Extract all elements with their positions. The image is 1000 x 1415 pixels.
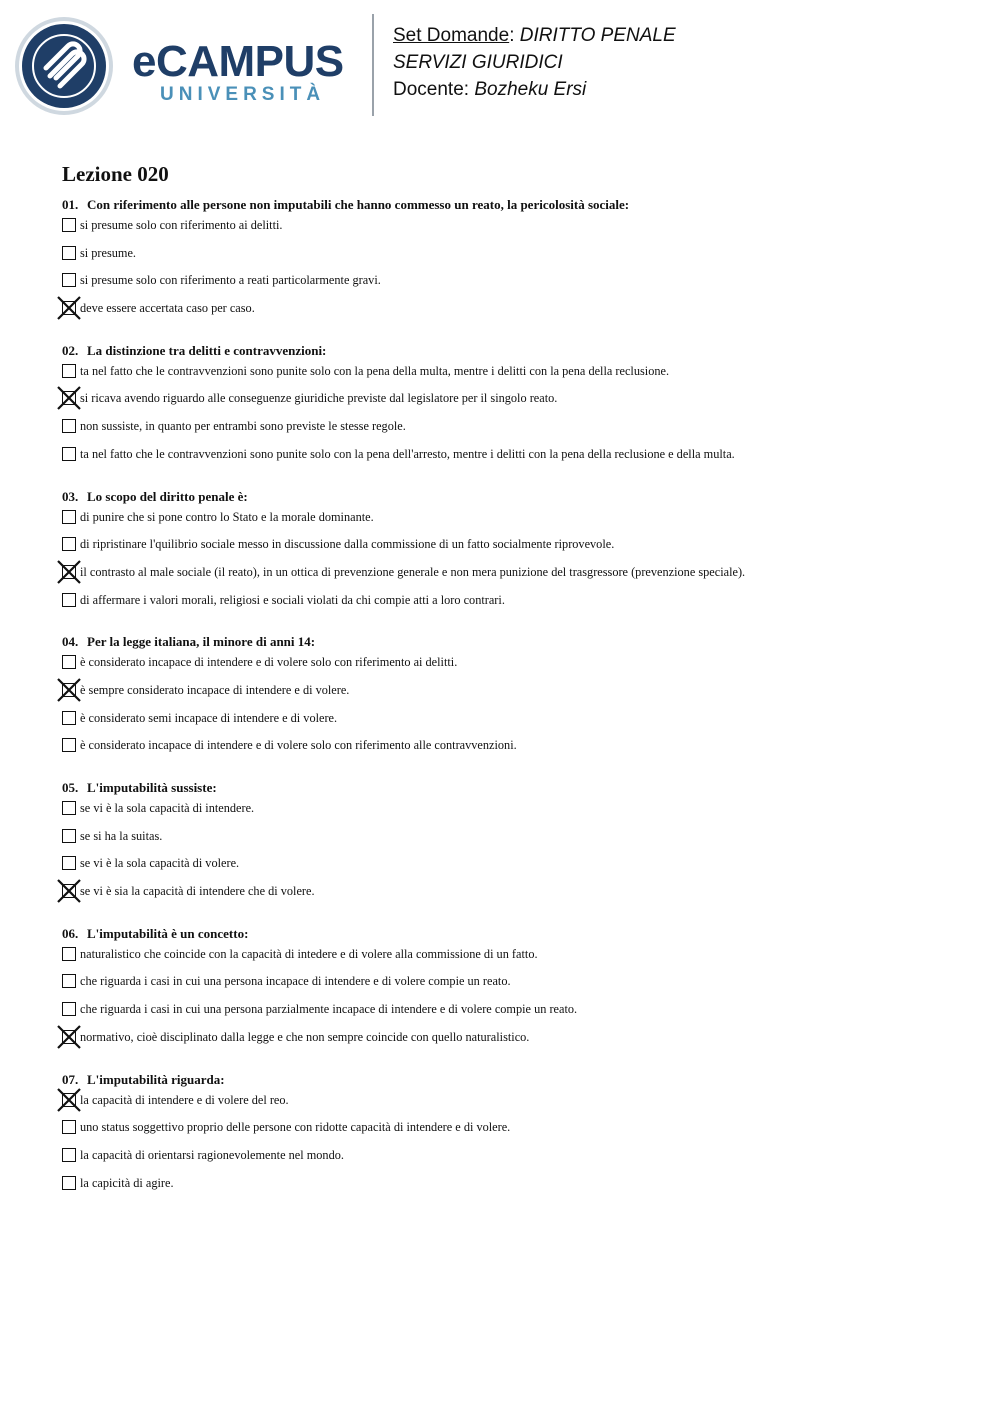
option-text: uno status soggettivo proprio delle persone con ridotte capacità di intendere e di volere. bbox=[80, 1120, 511, 1135]
checkbox[interactable] bbox=[62, 1176, 76, 1190]
question-block bbox=[62, 633, 962, 766]
checkbox[interactable] bbox=[62, 738, 76, 752]
checkbox[interactable] bbox=[62, 856, 76, 870]
checkbox[interactable] bbox=[62, 974, 76, 988]
checkbox[interactable] bbox=[62, 711, 76, 725]
question-number: 03. bbox=[62, 488, 79, 504]
teacher-name: Bozheku Ersi bbox=[474, 79, 587, 100]
header-info bbox=[393, 22, 676, 103]
option-text: si presume solo con riferimento a reati particolarmente gravi. bbox=[80, 273, 381, 288]
question-title bbox=[62, 488, 962, 510]
answer-option[interactable] bbox=[62, 593, 962, 621]
answer-option[interactable] bbox=[62, 801, 962, 829]
question-number: 02. bbox=[62, 342, 79, 358]
checkbox[interactable] bbox=[62, 218, 76, 232]
cross-mark-icon bbox=[56, 1024, 82, 1050]
option-text: non sussiste, in quanto per entrambi sono previste le stesse regole. bbox=[80, 419, 406, 434]
checkbox[interactable] bbox=[62, 273, 76, 287]
checkbox-checked[interactable] bbox=[62, 1030, 76, 1044]
question-title bbox=[62, 1071, 962, 1093]
answer-option[interactable] bbox=[62, 218, 962, 246]
option-text: si presume. bbox=[80, 245, 137, 260]
answer-option[interactable] bbox=[62, 974, 962, 1002]
checkbox[interactable] bbox=[62, 1120, 76, 1134]
option-text: se vi è la sola capacità di intendere. bbox=[80, 801, 255, 815]
option-text: è considerato incapace di intendere e di volere solo con riferimento ai delitti. bbox=[80, 655, 458, 670]
question-text: Lo scopo del diritto penale è: bbox=[87, 488, 248, 504]
answer-option[interactable] bbox=[62, 510, 962, 538]
question-block bbox=[62, 488, 962, 621]
answer-option[interactable] bbox=[62, 1148, 962, 1176]
question-title bbox=[62, 633, 962, 655]
logo-sub-text: UNIVERSITÀ bbox=[160, 84, 326, 105]
question-number: 06. bbox=[62, 925, 79, 941]
question-text: L'imputabilità è un concetto: bbox=[87, 925, 249, 941]
question-text: Con riferimento alle persone non imputabili che hanno commesso un reato, la pericolosità sociale: bbox=[87, 197, 630, 212]
question-block bbox=[62, 925, 962, 1058]
checkbox[interactable] bbox=[62, 1002, 76, 1016]
set-label: Set Domande bbox=[393, 25, 510, 46]
checkbox-checked[interactable] bbox=[62, 683, 76, 697]
question-number: 05. bbox=[62, 780, 79, 795]
answer-option[interactable] bbox=[62, 655, 962, 683]
option-text: si presume solo con riferimento ai delitti. bbox=[80, 218, 283, 232]
option-text: è considerato incapace di intendere e di volere solo con riferimento alle contravvenzioni. bbox=[80, 738, 517, 753]
checkbox-checked[interactable] bbox=[62, 1093, 76, 1107]
option-text: è sempre considerato incapace di intendere e di volere. bbox=[80, 682, 350, 697]
answer-option[interactable] bbox=[62, 738, 962, 766]
answer-option[interactable] bbox=[62, 1093, 962, 1121]
question-text: L'imputabilità sussiste: bbox=[87, 780, 217, 795]
question-text: La distinzione tra delitti e contravvenzioni: bbox=[87, 342, 327, 358]
answer-option[interactable] bbox=[62, 1120, 962, 1148]
option-text: di ripristinare l'quilibrio sociale messo in discussione dalla commissione di un fatto socialmente riprovevole. bbox=[80, 537, 615, 552]
answer-option[interactable] bbox=[62, 565, 962, 593]
answer-option[interactable] bbox=[62, 364, 962, 392]
question-title bbox=[62, 779, 962, 801]
option-text: è considerato semi incapace di intendere e di volere. bbox=[80, 710, 338, 725]
question-number: 07. bbox=[62, 1071, 79, 1087]
checkbox[interactable] bbox=[62, 364, 76, 378]
teacher-line bbox=[393, 76, 676, 103]
logo-main-text: eCAMPUS bbox=[132, 37, 344, 86]
checkbox[interactable] bbox=[62, 246, 76, 260]
answer-option[interactable] bbox=[62, 391, 962, 419]
checkbox[interactable] bbox=[62, 1148, 76, 1162]
option-text: che riguarda i casi in cui una persona parzialmente incapace di intendere e di volere compie un reato. bbox=[80, 1002, 578, 1017]
answer-option[interactable] bbox=[62, 447, 962, 475]
set-line: Set Domande: DIRITTO PENALE bbox=[393, 25, 676, 46]
document-header bbox=[0, 0, 1000, 130]
question-number: 01. bbox=[62, 197, 79, 212]
answer-option[interactable] bbox=[62, 711, 962, 739]
option-text: che riguarda i casi in cui una persona incapace di intendere e di volere compie un reato. bbox=[80, 974, 511, 989]
university-emblem-icon bbox=[14, 16, 114, 116]
answer-option[interactable] bbox=[62, 419, 962, 447]
question-number: 04. bbox=[62, 634, 79, 650]
answer-option[interactable] bbox=[62, 273, 962, 301]
checkbox[interactable] bbox=[62, 947, 76, 961]
checkbox[interactable] bbox=[62, 655, 76, 669]
course-name: SERVIZI GIURIDICI bbox=[393, 52, 563, 73]
checkbox[interactable] bbox=[62, 801, 76, 815]
option-text: normativo, cioè disciplinato dalla legge e che non sempre coincide con quello naturalistico. bbox=[80, 1029, 530, 1044]
option-text: di affermare i valori morali, religiosi e sociali violati da chi compie atti a loro contrari. bbox=[80, 592, 505, 607]
answer-option[interactable] bbox=[62, 1030, 962, 1058]
question-list bbox=[62, 196, 962, 1216]
answer-option[interactable] bbox=[62, 947, 962, 975]
checkbox[interactable] bbox=[62, 593, 76, 607]
checkbox[interactable] bbox=[62, 447, 76, 461]
answer-option[interactable] bbox=[62, 537, 962, 565]
question-title bbox=[62, 925, 962, 947]
teacher-label: Docente: bbox=[393, 79, 470, 100]
answer-option[interactable] bbox=[62, 1176, 962, 1204]
header-divider bbox=[372, 14, 374, 116]
answer-option[interactable] bbox=[62, 856, 962, 884]
set-value: DIRITTO PENALE bbox=[519, 25, 676, 46]
checkbox-checked[interactable] bbox=[62, 391, 76, 405]
cross-mark-icon bbox=[56, 1087, 82, 1113]
question-title bbox=[62, 342, 962, 364]
option-text: il contrasto al male sociale (il reato), in un ottica di prevenzione generale e non mera punizione del trasgressore (prevenzione speciale). bbox=[80, 564, 746, 579]
question-text: Per la legge italiana, il minore di anni 14: bbox=[87, 634, 316, 650]
option-text: se vi è la sola capacità di volere. bbox=[80, 856, 240, 871]
checkbox-checked[interactable] bbox=[62, 565, 76, 579]
option-text: la capicità di agire. bbox=[80, 1175, 174, 1190]
option-text: se vi è sia la capacità di intendere che di volere. bbox=[80, 884, 315, 899]
answer-option[interactable] bbox=[62, 301, 962, 329]
option-text: naturalistico che coincide con la capacità di intedere e di volere alla commissione di un fatto. bbox=[80, 946, 538, 961]
option-text: la capacità di orientarsi ragionevolemente nel mondo. bbox=[80, 1147, 344, 1162]
question-title bbox=[62, 196, 962, 218]
answer-option[interactable] bbox=[62, 829, 962, 857]
option-text: di punire che si pone contro lo Stato e la morale dominante. bbox=[80, 509, 374, 524]
cross-mark-icon bbox=[56, 878, 82, 904]
option-text: se si ha la suitas. bbox=[80, 828, 163, 843]
university-logo bbox=[132, 37, 344, 106]
cross-mark-icon bbox=[56, 677, 82, 703]
question-block bbox=[62, 1071, 962, 1204]
option-text: ta nel fatto che le contravvenzioni sono punite solo con la pena della multa, mentre i delitti con la pena della reclusione. bbox=[80, 363, 670, 378]
question-block bbox=[62, 342, 962, 475]
question-block bbox=[62, 779, 962, 912]
cross-mark-icon bbox=[56, 295, 82, 321]
cross-mark-icon bbox=[56, 559, 82, 585]
checkbox[interactable] bbox=[62, 419, 76, 433]
answer-option[interactable] bbox=[62, 884, 962, 912]
option-text: la capacità di intendere e di volere del reo. bbox=[80, 1092, 289, 1107]
question-block bbox=[62, 196, 962, 329]
checkbox[interactable] bbox=[62, 829, 76, 843]
checkbox[interactable] bbox=[62, 537, 76, 551]
checkbox[interactable] bbox=[62, 510, 76, 524]
answer-option[interactable] bbox=[62, 1002, 962, 1030]
answer-option[interactable] bbox=[62, 246, 962, 274]
question-text: L'imputabilità riguarda: bbox=[87, 1071, 225, 1087]
checkbox-checked[interactable] bbox=[62, 301, 76, 315]
option-text: si ricava avendo riguardo alle conseguenze giuridiche previste dal legislatore per il singolo reato. bbox=[80, 391, 558, 406]
lesson-title: Lezione 020 bbox=[62, 162, 169, 186]
option-text: ta nel fatto che le contravvenzioni sono punite solo con la pena dell'arresto, mentre i delitti con la pena della reclusione e della multa. bbox=[80, 446, 735, 461]
option-text: deve essere accertata caso per caso. bbox=[80, 301, 255, 316]
cross-mark-icon bbox=[56, 385, 82, 411]
checkbox-checked[interactable] bbox=[62, 884, 76, 898]
answer-option[interactable] bbox=[62, 683, 962, 711]
